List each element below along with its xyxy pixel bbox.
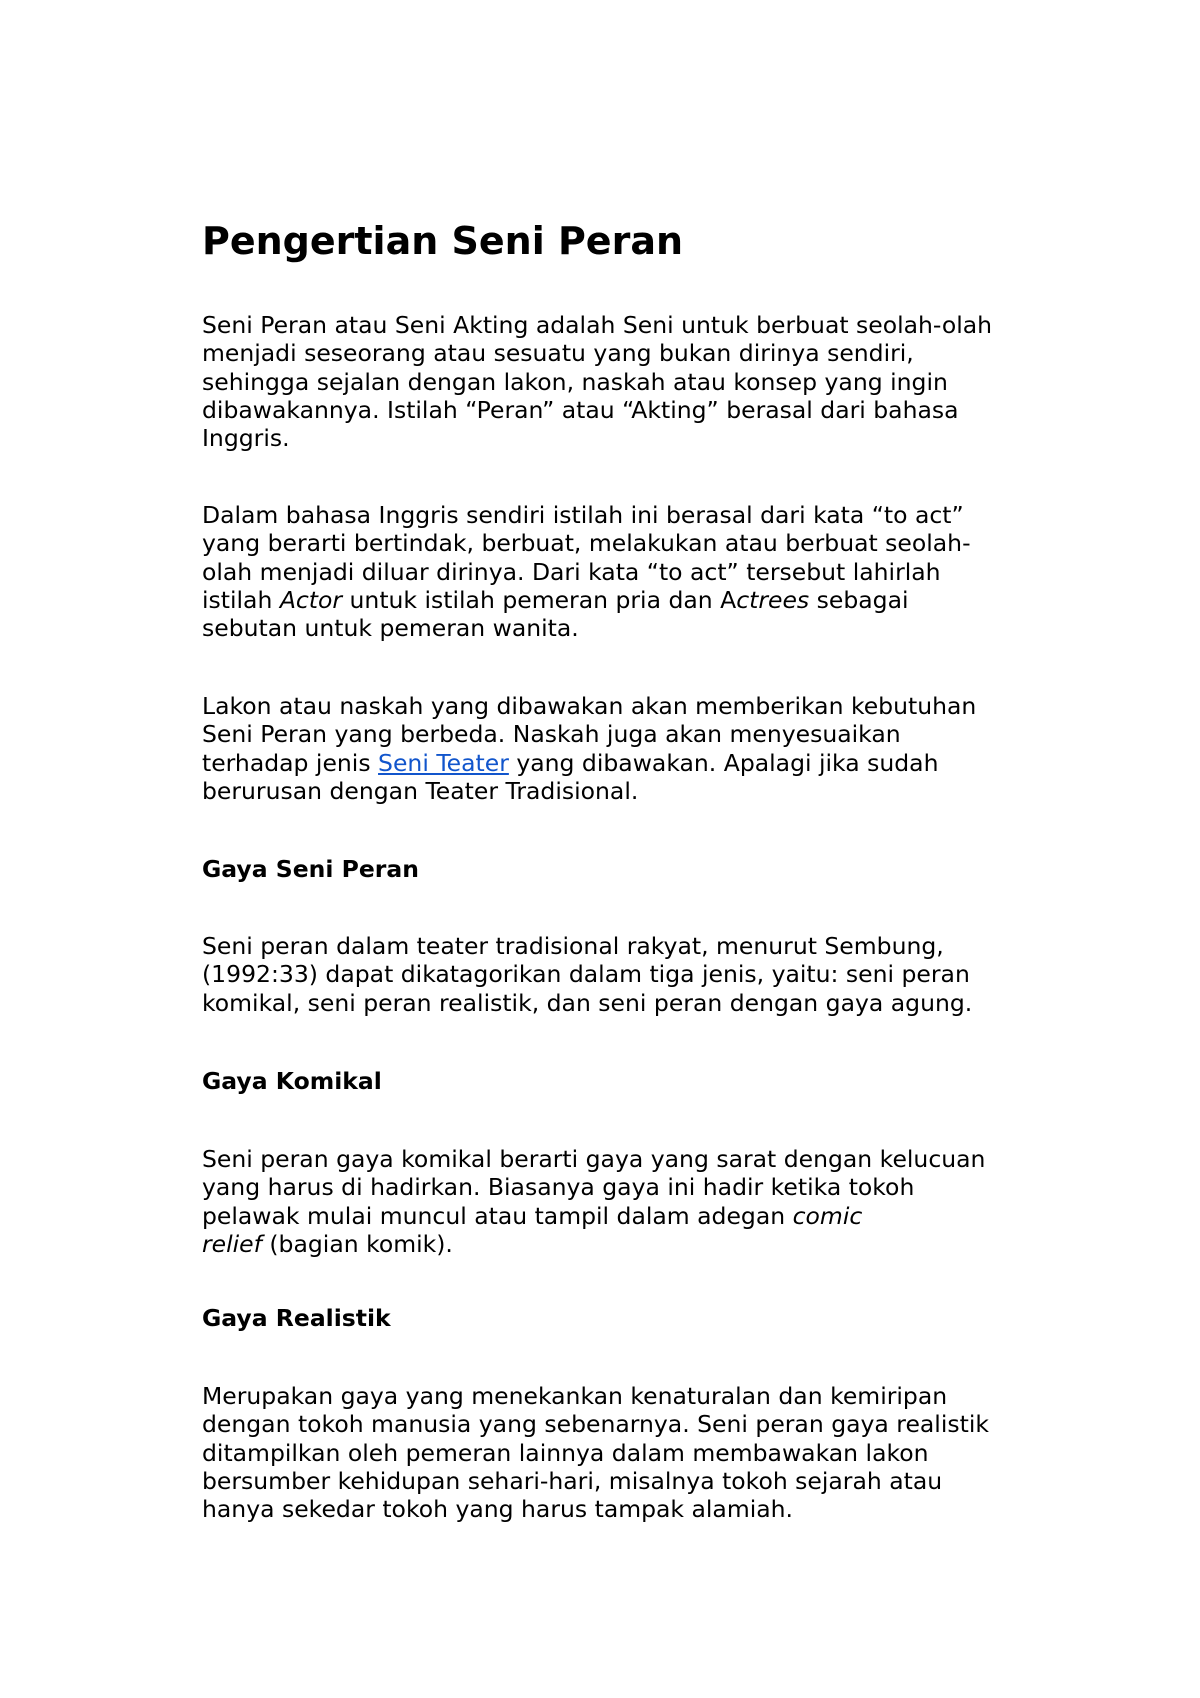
- text-line: Merupakan gaya yang menekankan kenaturalan dan kemiripan: [202, 1382, 948, 1410]
- heading-gaya-seni-peran: Gaya Seni Peran: [202, 855, 419, 883]
- text-segment: terhadap jenis: [202, 748, 379, 777]
- text-segment: yang dibawakan. Apalagi jika sudah: [508, 748, 939, 777]
- text-segment: pelawak mulai muncul atau tampil dalam adegan: [202, 1201, 793, 1230]
- text-line: yang harus di hadirkan. Biasanya gaya ini hadir ketika tokoh: [202, 1173, 915, 1202]
- text-line: (1992:33) dapat dikatagorikan dalam tiga jenis, yaitu: seni peran: [202, 960, 970, 989]
- text-line: [202, 1230, 1032, 1258]
- text-line: yang berarti bertindak, berbuat, melakukan atau berbuat seolah-: [202, 529, 971, 558]
- text-line: Lakon atau naskah yang dibawakan akan memberikan kebutuhan: [202, 692, 977, 720]
- paragraph-komikal: [202, 1145, 1032, 1258]
- page-title: Pengertian Seni Peran: [202, 219, 684, 263]
- text-line: sebutan untuk pemeran wanita.: [202, 614, 579, 643]
- text-line: olah menjadi diluar dirinya. Dari kata “to act” tersebut lahirlah: [202, 557, 941, 586]
- italic-term-actor: Actor: [279, 585, 343, 614]
- text-line: [202, 586, 1032, 614]
- text-line: Seni Peran yang berbeda. Naskah juga akan menyesuaikan: [202, 720, 901, 749]
- paragraph-gaya: [202, 932, 1032, 1017]
- text-line: [202, 1202, 1032, 1230]
- text-segment: untuk istilah pemeran pria dan A: [342, 585, 737, 614]
- heading-gaya-realistik: Gaya Realistik: [202, 1304, 391, 1332]
- paragraph-lakon: [202, 692, 1032, 805]
- seni-teater-link[interactable]: Seni Teater: [378, 748, 509, 777]
- text-line: berurusan dengan Teater Tradisional.: [202, 776, 639, 805]
- text-line: sehingga sejalan dengan lakon, naskah atau konsep yang ingin: [202, 367, 948, 396]
- heading-gaya-komikal: Gaya Komikal: [202, 1067, 382, 1095]
- text-line: Dalam bahasa Inggris sendiri istilah ini berasal dari kata “to act”: [202, 501, 964, 529]
- paragraph-realistik: [202, 1382, 1032, 1523]
- paragraph-etymology: [202, 501, 1032, 642]
- text-line: menjadi seseorang atau sesuatu yang bukan dirinya sendiri,: [202, 339, 914, 368]
- text-line: Inggris.: [202, 424, 290, 453]
- text-segment: (bagian komik).: [261, 1229, 453, 1258]
- text-line: [202, 749, 1032, 777]
- text-line: dibawakannya. Istilah “Peran” atau “Akting” berasal dari bahasa: [202, 395, 959, 424]
- text-line: komikal, seni peran realistik, dan seni peran dengan gaya agung.: [202, 988, 973, 1017]
- italic-term-comic: comic: [792, 1201, 863, 1230]
- text-line: hanya sekedar tokoh yang harus tampak alamiah.: [202, 1495, 794, 1524]
- paragraph-definition: [202, 311, 1032, 452]
- text-line: Seni Peran atau Seni Akting adalah Seni untuk berbuat seolah-olah: [202, 311, 993, 339]
- text-segment: sebagai: [809, 585, 909, 614]
- text-line: ditampilkan oleh pemeran lainnya dalam membawakan lakon: [202, 1438, 929, 1467]
- italic-term-relief: relief: [202, 1229, 262, 1258]
- text-line: Seni peran dalam teater tradisional rakyat, menurut Sembung,: [202, 932, 944, 960]
- text-line: Seni peran gaya komikal berarti gaya yang sarat dengan kelucuan: [202, 1145, 986, 1173]
- text-line: dengan tokoh manusia yang sebenarnya. Seni peran gaya realistik: [202, 1410, 989, 1439]
- text-segment: istilah: [202, 585, 280, 614]
- italic-term-actrees: ctrees: [736, 585, 810, 614]
- text-line: bersumber kehidupan sehari-hari, misalnya tokoh sejarah atau: [202, 1466, 943, 1495]
